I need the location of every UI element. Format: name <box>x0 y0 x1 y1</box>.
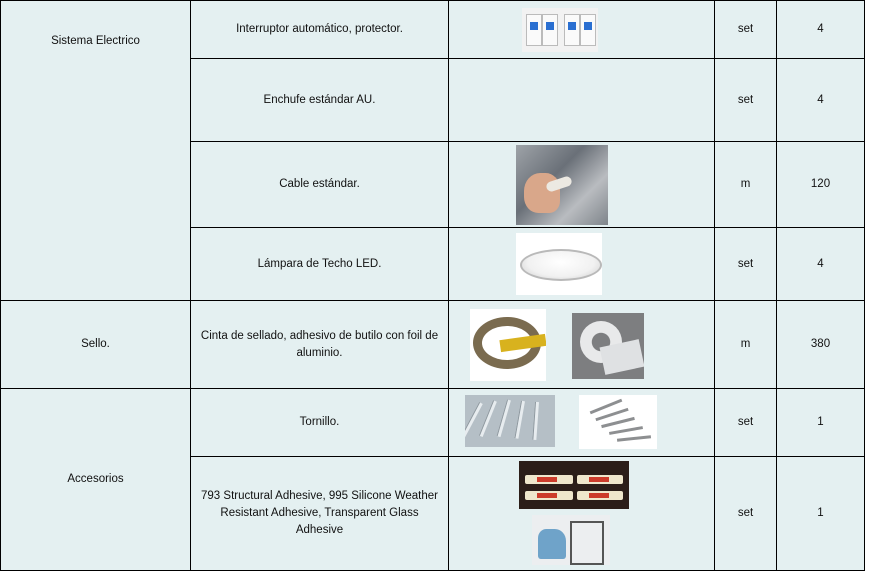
ceiling-lamp-image <box>516 233 602 295</box>
category-label: Sistema Electrico <box>51 35 140 47</box>
quantity-text: 4 <box>817 23 824 35</box>
description-text: Lámpara de Techo LED. <box>257 257 382 270</box>
unit-cell <box>715 457 777 571</box>
category-cell <box>1 1 191 301</box>
description-cell <box>191 389 449 457</box>
description-cell <box>191 1 449 59</box>
quantity-cell <box>777 142 865 228</box>
description-cell <box>191 59 449 142</box>
picture-cell <box>449 228 715 301</box>
picture-cell <box>449 389 715 457</box>
screws-image <box>579 395 657 449</box>
picture-cell <box>449 301 715 389</box>
description-text: 793 Structural Adhesive, 995 Silicone Weather Resistant Adhesive, Transparent Glass Adhesive <box>201 490 438 536</box>
unit-text: set <box>737 23 754 35</box>
table-row <box>1 301 865 389</box>
quantity-cell <box>777 1 865 59</box>
adhesive-tubes-image <box>519 461 629 509</box>
unit-cell <box>715 389 777 457</box>
quantity-cell <box>777 301 865 389</box>
quantity-text: 120 <box>810 178 831 190</box>
picture-cell <box>449 59 715 142</box>
unit-cell <box>715 142 777 228</box>
category-label: Sello. <box>81 338 110 350</box>
picture-cell <box>449 457 715 571</box>
table-row <box>1 1 865 59</box>
butyl-foil-tape-image <box>572 313 644 379</box>
cable-image <box>516 145 608 225</box>
circuit-breaker-image <box>522 8 598 52</box>
quantity-text: 4 <box>817 93 824 106</box>
description-text: Cinta de sellado, adhesivo de butilo con foil de aluminio. <box>200 329 439 359</box>
table-row <box>1 389 865 457</box>
glass-adhesive-application-image <box>532 515 610 565</box>
unit-text: set <box>737 257 754 270</box>
quantity-text: 1 <box>817 416 824 428</box>
category-cell <box>1 389 191 571</box>
rivets-image <box>465 395 555 447</box>
category-label: Accesorios <box>67 473 124 485</box>
description-text: Interruptor automático, protector. <box>236 23 403 35</box>
description-text: Tornillo. <box>299 416 340 428</box>
unit-text: set <box>737 507 754 519</box>
quantity-text: 380 <box>810 338 831 350</box>
unit-cell <box>715 301 777 389</box>
category-cell <box>1 301 191 389</box>
quantity-text: 1 <box>817 507 824 519</box>
unit-cell <box>715 1 777 59</box>
unit-cell <box>715 59 777 142</box>
picture-cell <box>449 142 715 228</box>
quantity-cell <box>777 389 865 457</box>
quantity-cell <box>777 59 865 142</box>
unit-text: m <box>740 178 751 190</box>
description-text: Cable estándar. <box>279 178 360 190</box>
picture-cell <box>449 1 715 59</box>
quantity-cell <box>777 457 865 571</box>
description-text: Enchufe estándar AU. <box>263 93 376 106</box>
unit-text: set <box>737 93 754 106</box>
unit-text: set <box>737 416 754 428</box>
unit-text: m <box>740 338 751 350</box>
description-cell <box>191 228 449 301</box>
unit-cell <box>715 228 777 301</box>
description-cell <box>191 301 449 389</box>
sealing-strip-image <box>470 309 546 381</box>
description-cell <box>191 142 449 228</box>
quantity-text: 4 <box>817 257 824 270</box>
description-cell <box>191 457 449 571</box>
quantity-cell <box>777 228 865 301</box>
